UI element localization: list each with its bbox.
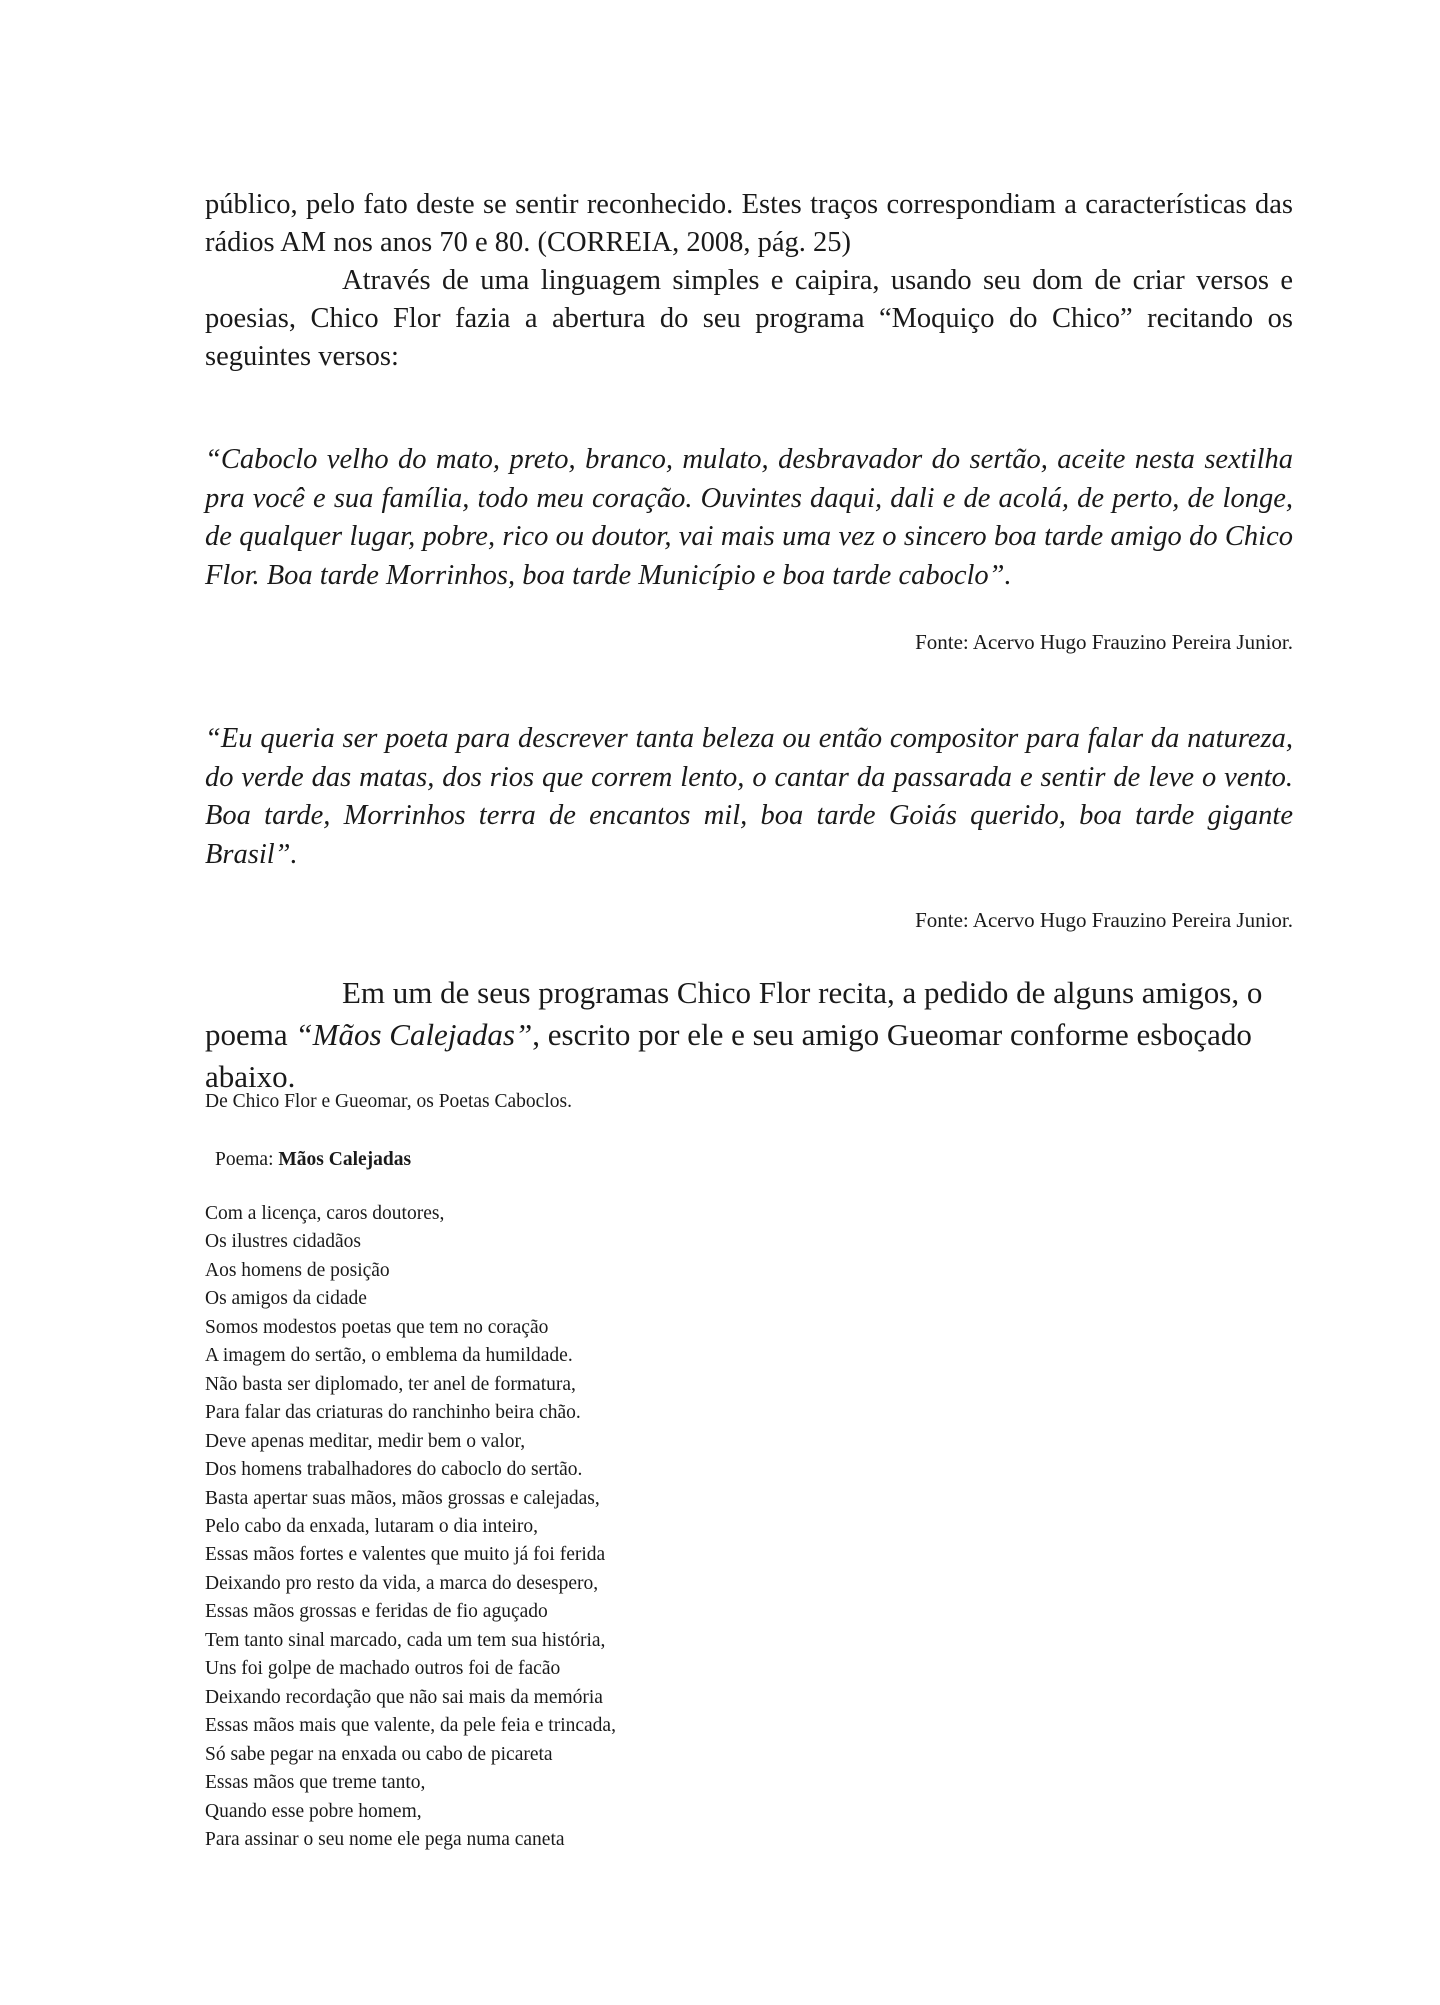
poem-line: Deixando pro resto da vida, a marca do desespero, <box>205 1572 599 1594</box>
poem-line: Basta apertar suas mãos, mãos grossas e calejadas, <box>205 1487 600 1509</box>
opening-paragraph: Através de uma linguagem simples e caipira, usando seu dom de criar versos e poesias, Chico Flor fazia a abertura do seu programa “Moquiço do Chico” recitando os seguintes versos: <box>205 265 1293 372</box>
lead-text-after: , escrito por ele e seu amigo Gueomar conforme esboçado abaixo. <box>205 1017 1252 1094</box>
source-citation-2: Fonte: Acervo Hugo Frauzino Pereira Junior. <box>915 908 1293 932</box>
poem-line: Essas mãos grossas e feridas de fio aguçado <box>205 1601 548 1623</box>
poem-line: Essas mãos que treme tanto, <box>205 1772 426 1794</box>
authors-block <box>205 1090 1293 1114</box>
opening-verse-quote: “Caboclo velho do mato, preto, branco, mulato, desbravador do sertão, aceite nesta sextilha pra você e sua família, todo meu coração. Ouvintes daqui, dali e de acolá, de perto, de longe, de qualquer lugar, pobre, rico ou doutor, vai mais uma vez o sincero boa tarde amigo do Chico Flor. Boa tarde Morrinhos, boa tarde Município e boa tarde caboclo”. <box>205 444 1293 591</box>
poem-line: Os amigos da cidade <box>205 1288 367 1310</box>
poem-line: A imagem do sertão, o emblema da humildade. <box>205 1345 573 1367</box>
poem-line: Tem tanto sinal marcado, cada um tem sua história, <box>205 1629 606 1651</box>
poem-title: Mãos Calejadas <box>278 1149 412 1170</box>
poem-line: Pelo cabo da enxada, lutaram o dia inteiro, <box>205 1515 539 1537</box>
poem-authors-line: De Chico Flor e Gueomar, os Poetas Caboclos. <box>205 1091 572 1112</box>
poem-line: Essas mãos fortes e valentes que muito já foi ferida <box>205 1544 606 1566</box>
poem-heading <box>215 1148 1303 1172</box>
intro-block <box>205 186 1293 376</box>
intro-paragraph: público, pelo fato deste se sentir reconhecido. Estes traços correspondiam a características das rádios AM nos anos 70 e 80. (CORREIA, 2008, pág. 25) <box>205 189 1293 258</box>
poem-line: Essas mãos mais que valente, da pele feia e trincada, <box>205 1715 616 1737</box>
poem-line: Com a licença, caros doutores, <box>205 1203 445 1224</box>
poem-line: Deve apenas meditar, medir bem o valor, <box>205 1430 526 1452</box>
poem-line: Quando esse pobre homem, <box>205 1800 422 1822</box>
poem-line: Dos homens trabalhadores do caboclo do sertão. <box>205 1459 583 1481</box>
source-citation-1: Fonte: Acervo Hugo Frauzino Pereira Junior. <box>915 630 1293 654</box>
poem-line: Para falar das criaturas do ranchinho beira chão. <box>205 1402 581 1424</box>
poem-line: Uns foi golpe de machado outros foi de facão <box>205 1658 561 1680</box>
poem-title-italic: “Mãos Calejadas” <box>295 1017 533 1052</box>
poem-line: Deixando recordação que não sai mais da memória <box>205 1686 603 1708</box>
lead-text-before: Em um de seus programas Chico Flor recita, a pedido de alguns amigos, o poema <box>205 975 1263 1052</box>
source-block-1 <box>205 629 1293 655</box>
second-verse-quote: “Eu queria ser poeta para descrever tanta beleza ou então compositor para falar da natureza, do verde das matas, dos rios que correm lento, o cantar da passarada e sentir de leve o vento. Boa tarde, Morrinhos terra de encantos mil, boa tarde Goiás querido, boa tarde gigante Brasil”. <box>205 723 1293 870</box>
poem-line: Só sabe pegar na enxada ou cabo de picareta <box>205 1743 553 1765</box>
poem-line: Não basta ser diplomado, ter anel de formatura, <box>205 1373 576 1395</box>
source-block-2 <box>205 907 1293 933</box>
poem-line: Os ilustres cidadãos <box>205 1231 361 1253</box>
quote-block-1 <box>205 441 1293 595</box>
poem-line: Aos homens de posição <box>205 1259 390 1281</box>
poem-introduction-paragraph <box>205 972 1293 1098</box>
poem-body <box>205 1200 1293 1854</box>
quote-block-2 <box>205 720 1293 874</box>
poem-line: Somos modestos poetas que tem no coração <box>205 1316 549 1338</box>
poem-line: Para assinar o seu nome ele pega numa caneta <box>205 1828 565 1850</box>
poem-label: Poema: <box>215 1149 279 1170</box>
lead-block <box>205 972 1293 1098</box>
